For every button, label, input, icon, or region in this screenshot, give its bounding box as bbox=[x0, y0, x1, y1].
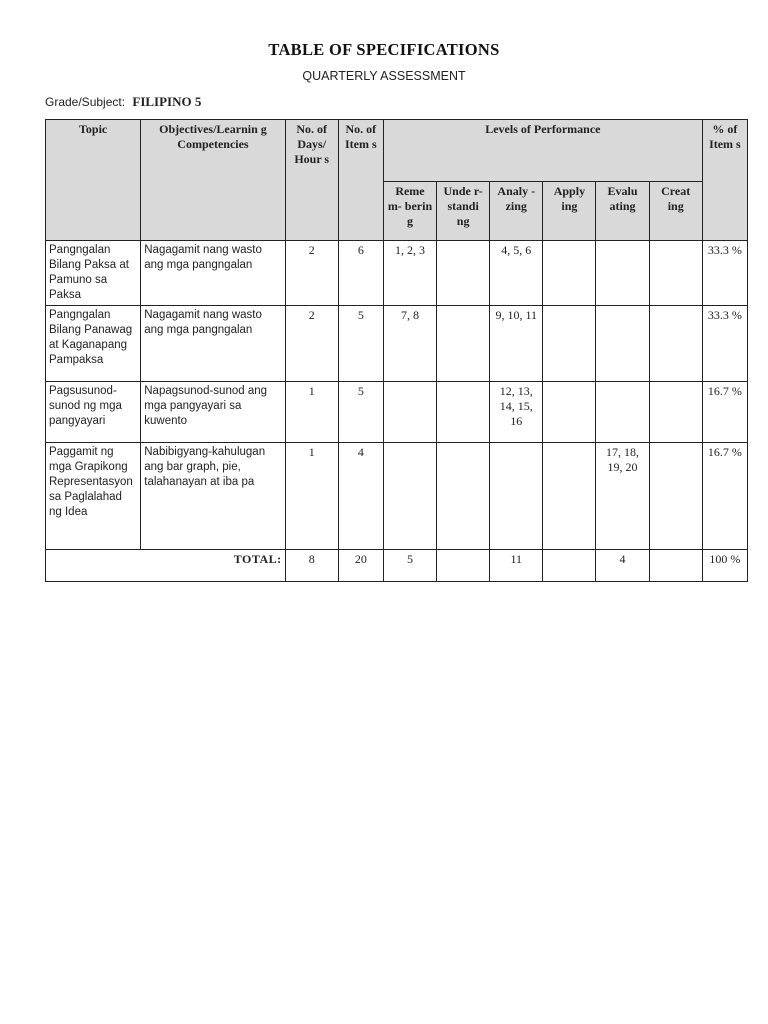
cell-remembering bbox=[383, 443, 436, 550]
document-subtitle: QUARTERLY ASSESSMENT bbox=[302, 69, 466, 83]
cell-creating bbox=[649, 306, 702, 382]
cell-creating bbox=[649, 241, 702, 306]
cell-objective: Nabibigyang-kahulugan ang bar graph, pie, talahanayan at iba pa bbox=[141, 443, 285, 550]
cell-percent: 16.7 % bbox=[702, 443, 747, 550]
cell-analyzing: 12, 13, 14, 15, 16 bbox=[490, 382, 543, 443]
document-title: TABLE OF SPECIFICATIONS bbox=[268, 40, 500, 59]
cell-topic: Pagsusunod-sunod ng mga pangyayari bbox=[46, 382, 141, 443]
header-analyzing: Analy -zing bbox=[490, 182, 543, 241]
total-understanding bbox=[437, 550, 490, 582]
cell-days: 1 bbox=[285, 443, 338, 550]
total-creating bbox=[649, 550, 702, 582]
cell-objective: Nagagamit nang wasto ang mga pangngalan bbox=[141, 241, 285, 306]
cell-objective: Napagsunod-sunod ang mga pangyayari sa kuwento bbox=[141, 382, 285, 443]
header-topic: Topic bbox=[46, 120, 141, 241]
total-applying bbox=[543, 550, 596, 582]
table-row bbox=[46, 306, 748, 382]
cell-understanding bbox=[437, 443, 490, 550]
cell-topic: Paggamit ng mga Grapikong Representasyon sa Paglalahad ng Idea bbox=[46, 443, 141, 550]
cell-creating bbox=[649, 382, 702, 443]
total-evaluating: 4 bbox=[596, 550, 649, 582]
cell-applying bbox=[543, 241, 596, 306]
cell-days: 1 bbox=[285, 382, 338, 443]
cell-items: 4 bbox=[338, 443, 383, 550]
specifications-table bbox=[45, 119, 748, 582]
cell-topic: Pangngalan Bilang Panawag at Kaganapang Pampaksa bbox=[46, 306, 141, 382]
header-applying: Apply ing bbox=[543, 182, 596, 241]
cell-items: 5 bbox=[338, 306, 383, 382]
cell-applying bbox=[543, 382, 596, 443]
header-days: No. of Days/ Hour s bbox=[285, 120, 338, 241]
total-percent: 100 % bbox=[702, 550, 747, 582]
table-row bbox=[46, 382, 748, 443]
cell-analyzing: 9, 10, 11 bbox=[490, 306, 543, 382]
header-remembering: Reme m- berin g bbox=[383, 182, 436, 241]
cell-creating bbox=[649, 443, 702, 550]
cell-understanding bbox=[437, 241, 490, 306]
cell-days: 2 bbox=[285, 241, 338, 306]
grade-subject-line bbox=[45, 94, 201, 110]
cell-understanding bbox=[437, 306, 490, 382]
cell-remembering: 7, 8 bbox=[383, 306, 436, 382]
cell-remembering bbox=[383, 382, 436, 443]
total-label: TOTAL: bbox=[46, 550, 286, 582]
table-row bbox=[46, 241, 748, 306]
total-remembering: 5 bbox=[383, 550, 436, 582]
total-days: 8 bbox=[285, 550, 338, 582]
header-creating: Creat ing bbox=[649, 182, 702, 241]
header-percent: % of Item s bbox=[702, 120, 747, 241]
cell-evaluating: 17, 18, 19, 20 bbox=[596, 443, 649, 550]
cell-applying bbox=[543, 306, 596, 382]
cell-remembering: 1, 2, 3 bbox=[383, 241, 436, 306]
grade-subject-label: Grade/Subject: bbox=[45, 95, 126, 109]
cell-applying bbox=[543, 443, 596, 550]
cell-percent: 33.3 % bbox=[702, 241, 747, 306]
cell-evaluating bbox=[596, 382, 649, 443]
table-row bbox=[46, 443, 748, 550]
cell-objective: Nagagamit nang wasto ang mga pangngalan bbox=[141, 306, 285, 382]
total-row bbox=[46, 550, 748, 582]
cell-analyzing: 4, 5, 6 bbox=[490, 241, 543, 306]
header-items: No. of Item s bbox=[338, 120, 383, 241]
grade-subject-value: FILIPINO 5 bbox=[132, 94, 202, 109]
cell-evaluating bbox=[596, 241, 649, 306]
cell-items: 5 bbox=[338, 382, 383, 443]
cell-items: 6 bbox=[338, 241, 383, 306]
cell-topic: Pangngalan Bilang Paksa at Pamuno sa Paksa bbox=[46, 241, 141, 306]
header-row-1 bbox=[46, 120, 748, 182]
cell-analyzing bbox=[490, 443, 543, 550]
cell-evaluating bbox=[596, 306, 649, 382]
header-levels: Levels of Performance bbox=[383, 120, 702, 182]
cell-days: 2 bbox=[285, 306, 338, 382]
total-items: 20 bbox=[338, 550, 383, 582]
header-objectives: Objectives/Learnin g Competencies bbox=[141, 120, 285, 241]
cell-percent: 33.3 % bbox=[702, 306, 747, 382]
total-analyzing: 11 bbox=[490, 550, 543, 582]
header-evaluating: Evalu ating bbox=[596, 182, 649, 241]
cell-understanding bbox=[437, 382, 490, 443]
cell-percent: 16.7 % bbox=[702, 382, 747, 443]
header-understanding: Unde r- standi ng bbox=[437, 182, 490, 241]
